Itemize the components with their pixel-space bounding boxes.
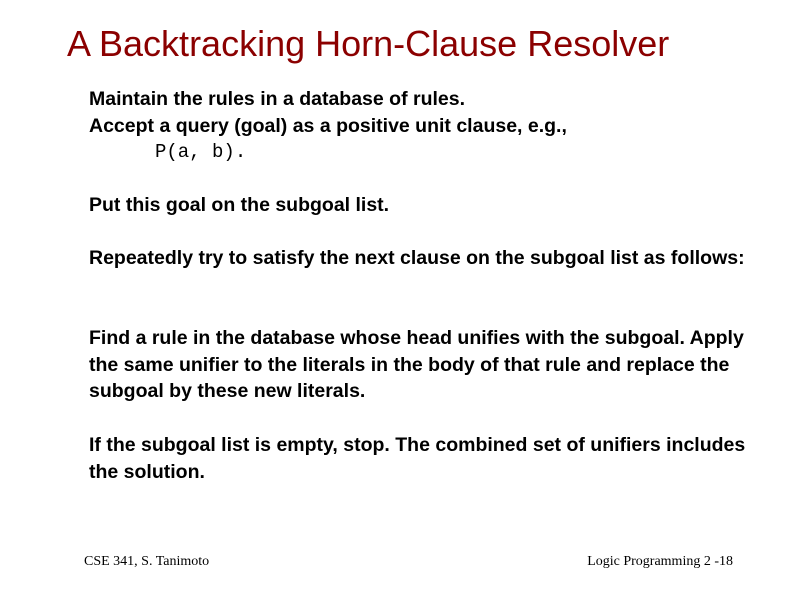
paragraph-put-goal [89,192,749,219]
text-line-accept-query: Accept a query (goal) as a positive unit clause, e.g., [89,114,567,137]
paragraph-subgoal-empty [89,432,749,485]
text-line-maintain-rules: Maintain the rules in a database of rules. [89,88,466,110]
slide-title: A Backtracking Horn-Clause Resolver [67,23,670,64]
code-example-goal: P(a, b). [155,141,247,163]
text-put-goal: Put this goal on the subgoal list. [89,194,390,216]
text-subgoal-empty: If the subgoal list is empty, stop. The combined set of unifiers includes the solution. [89,434,746,483]
footer-page-number: Logic Programming 2 -18 [587,554,733,569]
text-repeatedly-try: Repeatedly try to satisfy the next clause on the subgoal list as follows: [89,247,745,269]
paragraph-find-rule [89,325,749,405]
text-find-rule: Find a rule in the database whose head unifies with the subgoal. Apply the same unifier to the literals in the body of that rule and replace the subgoal by these new literals. [89,327,744,402]
paragraph-maintain-rules [89,86,749,165]
footer-course: CSE 341, S. Tanimoto [84,554,210,569]
paragraph-repeatedly-try [89,245,749,272]
